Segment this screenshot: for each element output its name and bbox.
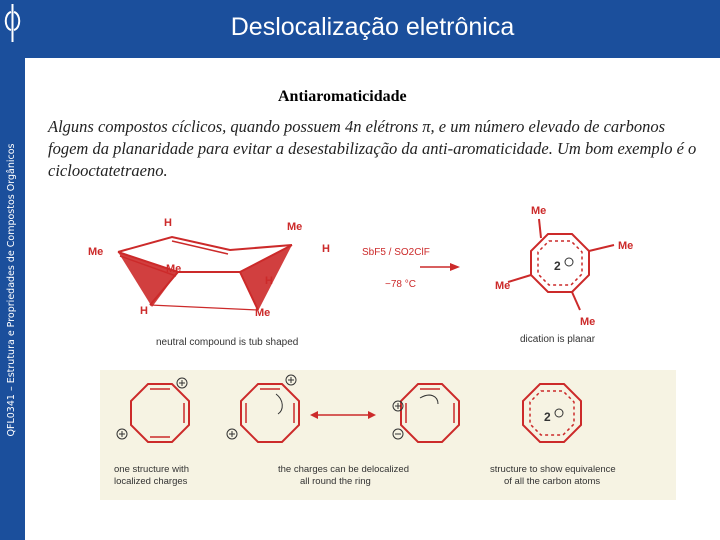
dication-molecule <box>508 219 614 310</box>
label-me-bottom: Me <box>255 307 271 319</box>
charge-label: 2 <box>544 410 551 424</box>
header-bar <box>25 0 720 58</box>
label-h-right: H <box>322 243 330 255</box>
label-h-inner: H <box>265 275 273 287</box>
label-me-top-right: Me <box>287 221 303 233</box>
reaction-diagram <box>80 195 680 355</box>
caption-delocalized-1: the charges can be delocalized <box>278 464 409 475</box>
caption-tub: neutral compound is tub shaped <box>156 337 299 348</box>
reagent-label: SbF5 / SO2ClF <box>362 247 430 258</box>
section-subtitle: Antiaromaticidade <box>278 88 407 105</box>
caption-equivalent-2: of all the carbon atoms <box>504 476 601 487</box>
caption-dication: dication is planar <box>520 334 596 345</box>
temperature-label: −78 °C <box>385 279 416 290</box>
label-dication-me-bottom: Me <box>580 316 596 328</box>
label-dication-me-right: Me <box>618 240 634 252</box>
caption-localized-2: localized charges <box>114 476 188 487</box>
tub-molecule <box>118 237 292 311</box>
university-logo-icon <box>0 0 25 46</box>
label-h-bottom-left: H <box>140 305 148 317</box>
page-title: Deslocalização eletrônica <box>230 13 515 41</box>
body-paragraph: Alguns compostos cíclicos, quando possuem 4n elétrons π, e um número elevado de carbonos fogem da planaridade para evitar a desestabilização da anti-aromaticidade. Um bom exemplo é o ciclooctatetraeno. <box>48 117 697 180</box>
charge-plus-icon <box>565 258 573 266</box>
label-h-top: H <box>164 217 172 229</box>
label-dication-me-top: Me <box>531 205 547 217</box>
caption-localized-1: one structure with <box>114 464 189 475</box>
caption-delocalized-2: all round the ring <box>300 476 371 487</box>
sidebar <box>0 0 25 540</box>
resonance-panel <box>100 370 676 500</box>
label-dication-me-left: Me <box>495 280 511 292</box>
reaction-arrow <box>420 263 460 271</box>
label-me-left: Me <box>88 246 104 258</box>
caption-equivalent-1: structure to show equivalence <box>490 464 616 475</box>
charge-label: 2 <box>554 259 561 273</box>
course-vertical-label: QFL0341 – Estrutura e Propriedades de Compostos Orgânicos <box>6 143 17 437</box>
label-me-inner: Me <box>166 263 182 275</box>
